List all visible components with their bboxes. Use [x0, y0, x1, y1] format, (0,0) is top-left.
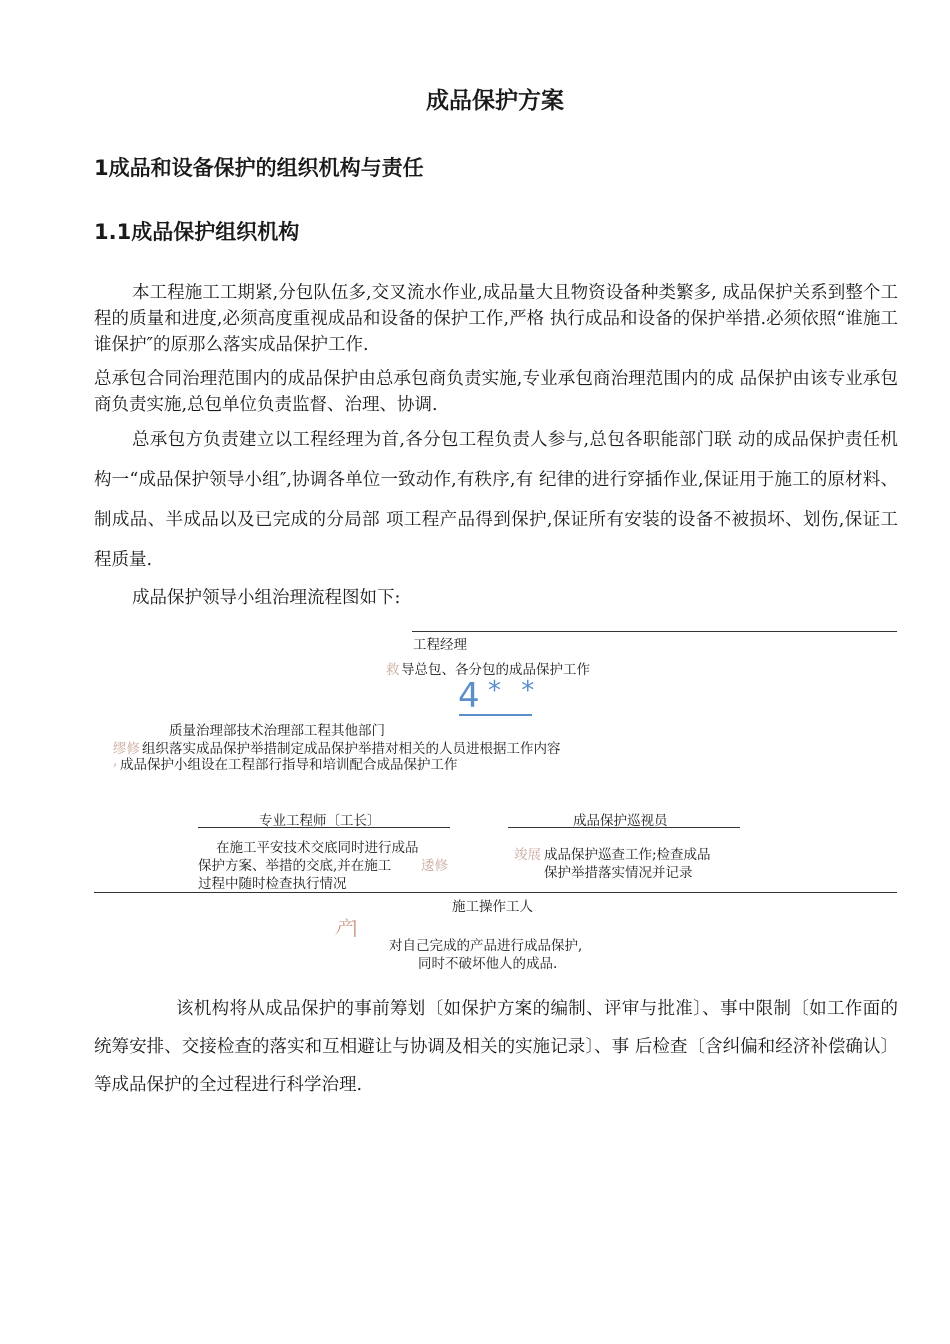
flow-role-worker: 施工操作工人 — [452, 899, 533, 915]
flow-dept-duty-1: 组织落实成品保护举措制定成品保护举措对相关的人员进根据工作内容 — [142, 741, 561, 757]
flow-worker-duty-1: 对自己完成的产品进行成品保护, — [389, 938, 583, 954]
flow-worker-duty-2: 同时不破坏他人的成品. — [418, 956, 558, 972]
flow-worker-mark: 产| — [335, 918, 358, 938]
flow-role-engineer: 专业工程师〔工长〕 — [259, 813, 381, 829]
flow-dept-prefix: 缪修 — [113, 741, 140, 757]
section-heading: 1成品和设备保护的组织机构与责任 — [94, 156, 424, 180]
flow-glyph-four: 4 — [458, 676, 480, 716]
flow-engineer-duty-2: 保护方案、举措的交底,并在施工 — [198, 858, 392, 874]
document-title: 成品保护方案 — [426, 88, 564, 114]
flow-glyph-underline — [459, 714, 532, 716]
flow-patrol-duty-1: 成品保护巡查工作;检查成品 — [544, 847, 711, 863]
flow-patrol-duty-2: 保护举措落实情况并记录 — [544, 865, 693, 881]
flow-role-project-manager: 工程经理 — [413, 637, 467, 653]
paragraph-responsibility: 总承包合同治理范围内的成品保护由总承包商负责实施,专业承包商治理范围内的成 品保护由该专业承包商负责实施,总包单位负责监督、治理、协调. — [94, 369, 898, 415]
flow-engineer-rule — [198, 827, 450, 828]
flow-glyph-stars: * * — [488, 676, 541, 706]
flow-top-rule — [412, 631, 897, 632]
flow-top-prefix: 救 — [386, 662, 400, 678]
paragraph-closing: 该机构将从成品保护的事前筹划〔如保护方案的编制、评审与批准〕、事中限制〔如工作面的统筹安排、交接检查的落实和互相避让与协调及相关的实施记录〕、事 后检查〔含纠偏和经济补偿确认〕等成品保护的全过程进行科学治理. — [94, 999, 898, 1095]
paragraph-flowchart-intro: 成品保护领导小组治理流程图如下: — [132, 588, 401, 608]
paragraph-intro: 本工程施工工期紧,分包队伍多,交叉流水作业,成品量大且物资设备种类繁多, 成品保护关系到整个工程的质量和进度,必须高度重视成品和设备的保护工作,严格 执行成品和设备的保护举措.必须依照“谁施工谁保护″的原那么落实成品保护工作. — [94, 283, 898, 355]
flow-engineer-suffix: 逶修 — [421, 858, 448, 874]
flow-dept-line2-prefix: , — [113, 753, 118, 769]
paragraph-organization: 总承包方负责建立以工程经理为首,各分包工程负责人参与,总包各职能部门联 动的成品保护责任机构一“成品保护领导小组″,协调各单位一致动作,有秩序,有 纪律的进行穿插作业,保证用于施工的原材料、制成品、半成品以及已完成的分局部 项工程产品得到保护,保证所有安装的设备不被损坏、划伤,保证工程质量. — [94, 430, 898, 570]
flow-role-patrol: 成品保护巡视员 — [573, 813, 668, 829]
flow-engineer-duty-3: 过程中随时检查执行情况 — [198, 876, 347, 892]
flow-patrol-rule — [508, 827, 740, 828]
subsection-heading: 1.1成品保护组织机构 — [94, 220, 300, 244]
flow-departments: 质量治理部技术治理部工程其他部门 — [169, 723, 385, 739]
flow-dept-duty-2: 成品保护小组设在工程部行指导和培训配合成品保护工作 — [120, 757, 458, 773]
flow-engineer-duty-1: 在施工平安技术交底同时进行成品 — [216, 840, 419, 856]
flow-top-duty: 导总包、各分包的成品保护工作 — [401, 662, 590, 678]
flow-patrol-prefix: 竣展 — [514, 847, 541, 863]
flow-bottom-rule — [94, 892, 897, 893]
